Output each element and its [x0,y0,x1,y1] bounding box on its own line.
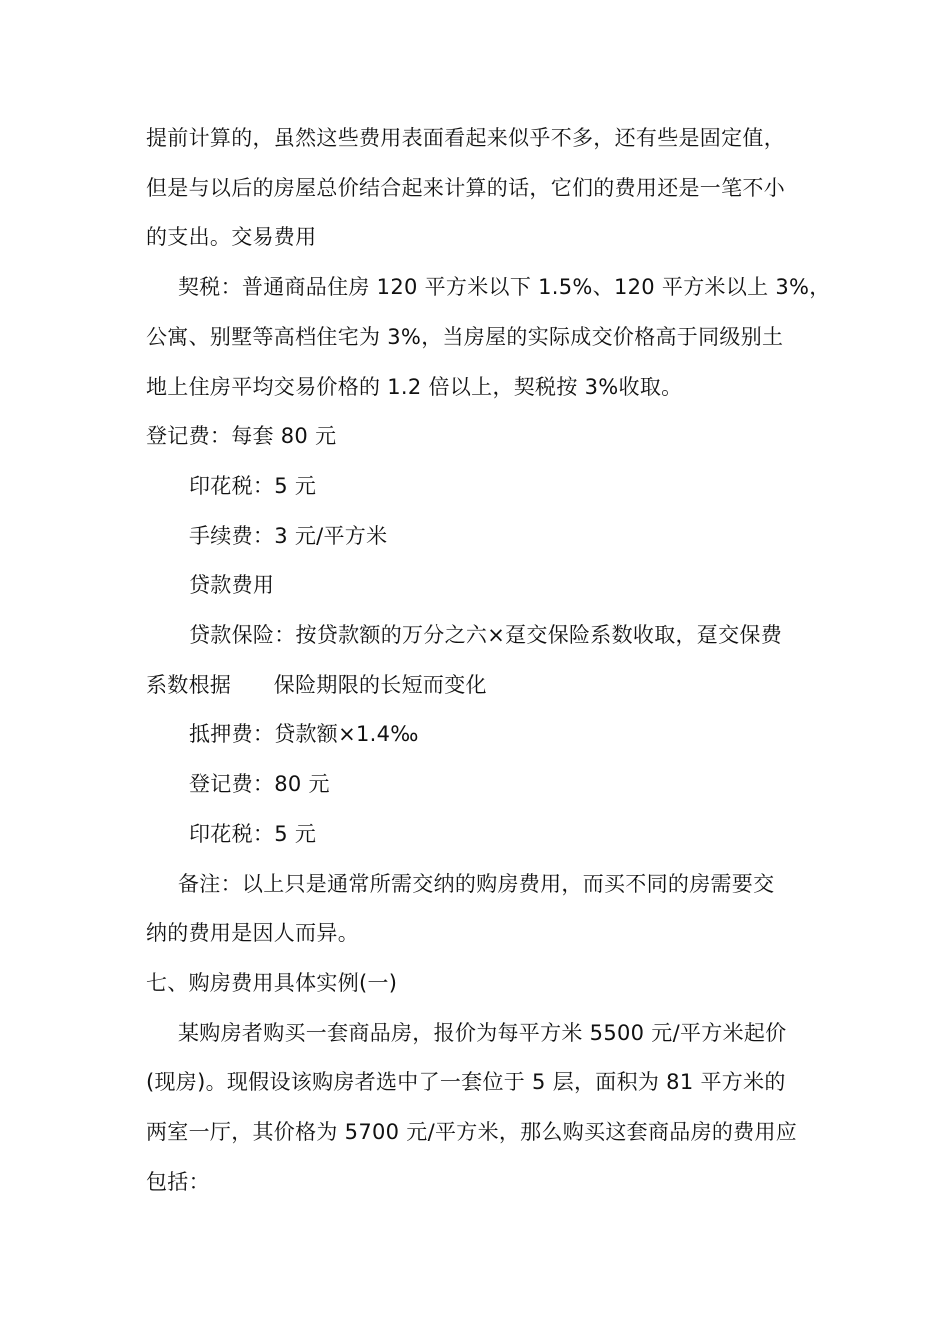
text-line: 地上住房平均交易价格的 1.2 倍以上，契税按 3%收取。 [146,375,683,399]
text-line: 公寓、别墅等高档住宅为 3%，当房屋的实际成交价格高于同级别土 [146,325,784,349]
text-line: 两室一厅，其价格为 5700 元/平方米，那么购买这套商品房的费用应 [146,1120,798,1144]
text-line: 印花税：5 元 [189,474,317,498]
text-line: 的支出。交易费用 [146,225,317,249]
text-line: 登记费：每套 80 元 [146,424,337,448]
text-line: (现房)。现假设该购房者选中了一套位于 5 层，面积为 81 平方米的 [146,1070,786,1094]
text-line: 贷款保险：按贷款额的万分之六×趸交保险系数收取，趸交保费 [189,623,782,647]
text-line: 备注：以上只是通常所需交纳的购房费用，而买不同的房需要交 [178,872,775,896]
text-line: 但是与以后的房屋总价结合起来计算的话，它们的费用还是一笔不小 [146,176,785,200]
text-line: 纳的费用是因人而异。 [146,921,359,945]
text-line: 手续费：3 元/平方米 [189,524,388,548]
text-line: 登记费：80 元 [189,772,330,796]
text-line: 某购房者购买一套商品房，报价为每平方米 5500 元/平方米起价 [178,1021,787,1045]
text-line: 抵押费：贷款额×1.4‰ [189,722,419,746]
section-heading: 七、购房费用具体实例(一) [146,971,398,995]
text-line: 契税：普通商品住房 120 平方米以下 1.5%、120 平方米以上 3%， [178,275,831,299]
text-line: 系数根据 保险期限的长短而变化 [146,673,487,697]
text-line: 包括： [146,1170,210,1194]
text-line: 印花税：5 元 [189,822,317,846]
text-line: 提前计算的，虽然这些费用表面看起来似乎不多，还有些是固定值， [146,126,785,150]
text-line: 贷款费用 [189,573,275,597]
